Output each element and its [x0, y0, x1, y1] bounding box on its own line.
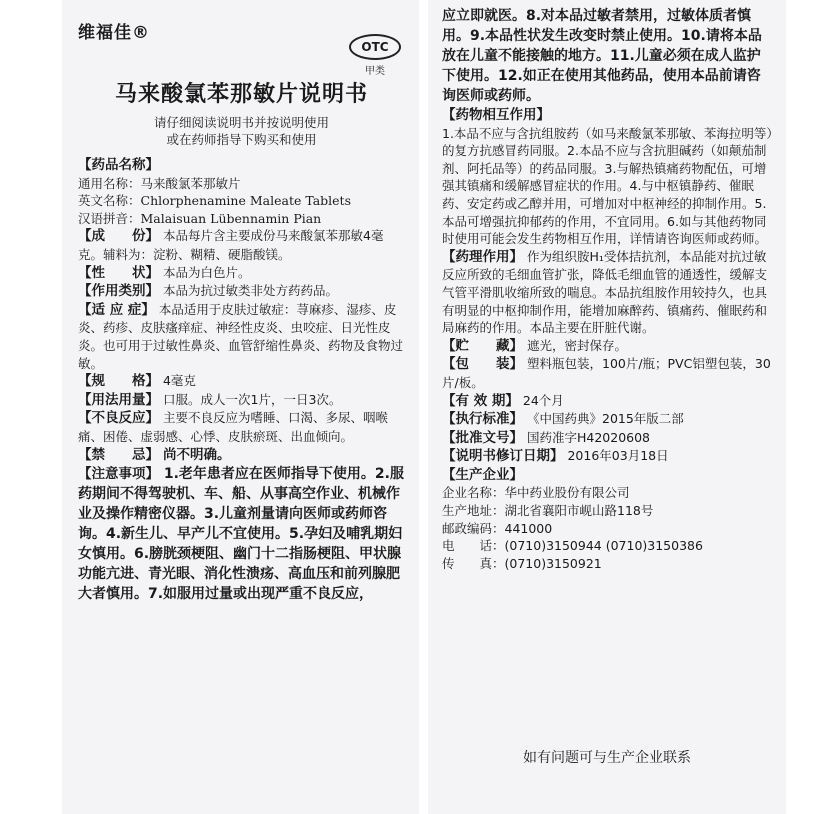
section-ingredients	[78, 227, 405, 263]
section-text: 本品适用于皮肤过敏症：荨麻疹、湿疹、皮炎、药疹、皮肤瘙痒症、神经性皮炎、虫咬症、日光性皮炎。也可用于过敏性鼻炎、血管舒缩性鼻炎、药物及食物过敏。	[78, 301, 404, 371]
otc-badge: OTC	[349, 34, 401, 60]
page-divider	[419, 0, 428, 814]
section-text: 塑料瓶包装，100片/瓶；PVC铝塑包装，30片/板。	[442, 356, 771, 390]
section-heading: 【用法用量】	[78, 391, 159, 408]
notice-line: 请仔细阅读说明书并按说明使用	[153, 115, 329, 130]
section-heading: 【执行标准】	[442, 411, 523, 428]
footer-contact-note: 如有问题可与生产企业联系	[523, 750, 691, 766]
section-text: 4毫克	[162, 373, 196, 389]
section-storage	[442, 337, 774, 356]
section-approval	[442, 429, 774, 448]
section-indications	[78, 301, 405, 372]
left-column	[62, 0, 419, 814]
section-text: 2016年03月18日	[567, 448, 669, 464]
section-text: 作为组织胺H₁受体拮抗剂，本品能对抗过敏反应所致的毛细血管扩张，降低毛细血管的通透性，缓解支气管平滑肌收缩所致的喘息。本品抗组胺作用较持久，也具有明显的中枢抑制作用，能增加麻醉药、镇痛药、催眠药和局麻药的作用。本品主要在肝脏代谢。	[442, 248, 768, 336]
manufacturer-postcode: 邮政编码：441000	[442, 520, 553, 536]
section-validity	[442, 392, 774, 411]
section-heading: 【药理作用】	[442, 248, 523, 265]
pinyin-name: 汉语拼音：Malaisuan Lübennamin Pian	[78, 210, 322, 226]
section-text: 本品为抗过敏类非处方药药品。	[162, 283, 338, 299]
section-text: 1.本品不应与含抗组胺药（如马来酸氯苯那敏、苯海拉明等）的复方抗感冒药同服。2.本品不应与含抗胆碱药（如颠茄制剂、阿托品等）的药品同服。3.与解热镇痛药物配伍，可增强其镇痛和缓解感冒症状的作用。4.与中枢镇静药、催眠药、安定药或乙醇并用，可增加对中枢神经的抑制作用。5.本品可增强抗抑郁药的作用，不宜同用。6.如与其他药物同时使用可能会发生药物相互作用，详情请咨询医师或药师。	[442, 125, 773, 247]
section-text: 本品每片含主要成份马来酸氯苯那敏4毫克。辅料为：淀粉、糊精、硬脂酸镁。	[78, 228, 384, 262]
section-interactions	[442, 106, 774, 248]
section-text: 口服。成人一次1片，一日3次。	[162, 391, 342, 407]
generic-name: 通用名称：马来酸氯苯那敏片	[78, 175, 241, 191]
section-text: 24个月	[522, 392, 564, 408]
section-heading: 【药物相互作用】	[442, 107, 550, 123]
section-revision-date	[442, 447, 774, 466]
notice-line: 或在药师指导下购买和使用	[166, 132, 317, 147]
section-text: 国药准字H42020608	[526, 429, 651, 445]
section-pharmacology	[442, 248, 774, 337]
section-heading: 【成 份】	[78, 228, 159, 245]
section-heading: 【作用类别】	[78, 283, 159, 300]
manufacturer-fax: 传 真：(0710)3150921	[442, 555, 602, 571]
otc-category: 甲类	[365, 66, 385, 77]
section-standard	[442, 410, 774, 429]
section-heading: 【有 效 期】	[442, 392, 519, 409]
section-text: 遮光，密封保存。	[526, 337, 627, 353]
section-heading: 【说明书修订日期】	[442, 448, 564, 465]
section-heading: 【禁 忌】	[78, 446, 159, 463]
precautions-continued: 应立即就医。8.对本品过敏者禁用，过敏体质者慎用。9.本品性状发生改变时禁止使用。10.请将本品放在儿童不能接触的地方。11.儿童必须在成人监护下使用。12.如正在使用其他药品，使用本品前请咨询医师或药师。	[442, 8, 762, 104]
usage-notice	[78, 114, 405, 148]
section-text: 主要不良反应为嗜睡、口渴、多尿、咽喉痛、困倦、虚弱感、心悸、皮肤瘀斑、出血倾向。	[78, 410, 388, 444]
section-heading: 【适 应 症】	[78, 301, 155, 318]
manufacturer-address: 生产地址：湖北省襄阳市岘山路118号	[442, 503, 654, 519]
section-heading: 【注意事项】	[78, 466, 159, 483]
section-text: 《中国药典》2015年版二部	[526, 411, 684, 427]
section-heading: 【批准文号】	[442, 429, 523, 446]
section-specification	[78, 372, 405, 391]
section-text: 本品为白色片。	[162, 264, 251, 280]
section-package	[442, 355, 774, 391]
section-adverse-reactions	[78, 409, 405, 445]
section-heading: 【不良反应】	[78, 410, 159, 427]
section-heading: 【药品名称】	[78, 157, 159, 173]
section-heading: 【贮 藏】	[442, 337, 523, 354]
section-precautions	[78, 464, 405, 604]
section-heading: 【包 装】	[442, 356, 523, 373]
page-title: 马来酸氯苯那敏片说明书	[114, 82, 368, 107]
section-heading: 【性 状】	[78, 264, 159, 281]
right-column	[428, 0, 786, 814]
section-properties	[78, 264, 405, 283]
section-drug-name	[78, 156, 405, 227]
english-name: 英文名称：Chlorphenamine Maleate Tablets	[78, 193, 351, 209]
manufacturer-phone: 电 话：(0710)3150944 (0710)3150386	[442, 538, 703, 554]
section-text: 尚不明确。	[162, 446, 231, 463]
section-contraindications	[78, 446, 405, 465]
section-manufacturer	[442, 466, 774, 573]
section-heading: 【规 格】	[78, 373, 159, 390]
section-category	[78, 282, 405, 301]
section-text: 1.老年患者应在医师指导下使用。2.服药期间不得驾驶机、车、船、从事高空作业、机械作业及操作精密仪器。3.儿童剂量请向医师或药师咨询。4.新生儿、早产儿不宜使用。5.孕妇及哺乳期妇女慎用。6.膀胱颈梗阻、幽门十二指肠梗阻、甲状腺功能亢进、青光眼、消化性溃疡、高血压和前列腺肥大者慎用。7.如服用过量或出现严重不良反应，	[78, 466, 404, 603]
manufacturer-name: 企业名称：华中药业股份有限公司	[442, 485, 630, 501]
section-dosage	[78, 391, 405, 410]
brand-logo: 维福佳®	[78, 23, 150, 43]
section-heading: 【生产企业】	[442, 466, 523, 483]
